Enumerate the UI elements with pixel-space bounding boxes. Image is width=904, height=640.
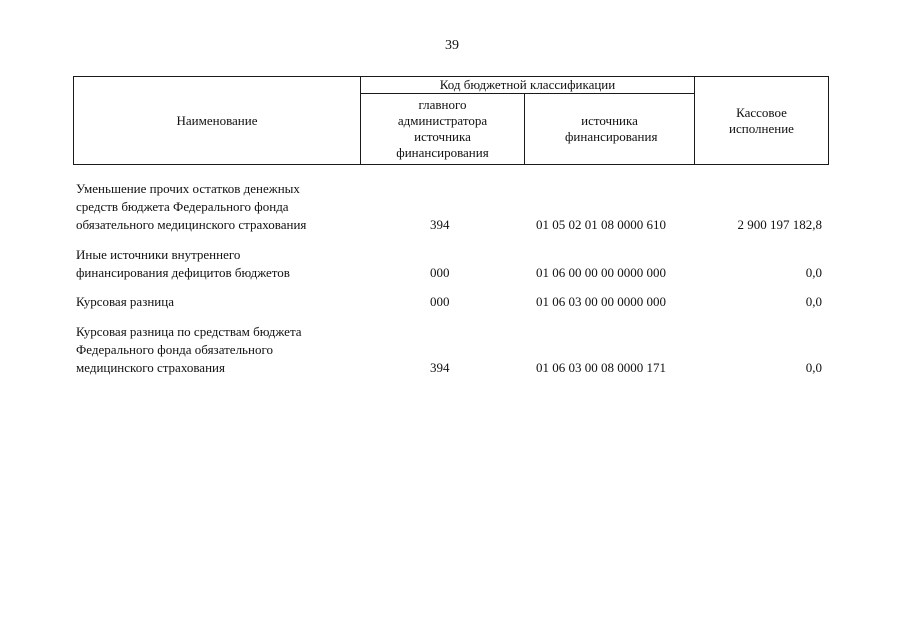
- header-amount: Кассовое исполнение: [695, 77, 829, 165]
- header-name: Наименование: [74, 77, 361, 165]
- row-name: Иные источники внутреннего финансирования дефицитов бюджетов: [76, 247, 290, 280]
- row-amount: 0,0: [805, 294, 822, 309]
- row-name: Курсовая разница: [76, 294, 174, 309]
- row-admin-code: 394: [430, 360, 450, 375]
- header-code-group: Код бюджетной классификации: [361, 77, 695, 94]
- table-row: [76, 294, 828, 311]
- table-row: [76, 324, 828, 377]
- row-source-code: 01 06 03 00 08 0000 171: [536, 360, 666, 375]
- page-number: 39: [445, 38, 459, 53]
- header-source: источника финансирования: [525, 94, 695, 165]
- table-header: [73, 76, 829, 165]
- row-amount: 2 900 197 182,8: [737, 217, 822, 232]
- row-amount: 0,0: [805, 360, 822, 375]
- row-admin-code: 000: [430, 294, 450, 309]
- table-row: [76, 181, 828, 234]
- row-name: Уменьшение прочих остатков денежных средств бюджета Федерального фонда обязательного медицинского страхования: [76, 181, 307, 232]
- header-admin: главного администратора источника финансирования: [361, 94, 525, 165]
- row-admin-code: 394: [430, 217, 450, 232]
- row-admin-code: 000: [430, 265, 450, 280]
- row-name: Курсовая разница по средствам бюджета Федерального фонда обязательного медицинского страхования: [76, 324, 302, 375]
- table-row: [76, 247, 828, 282]
- row-source-code: 01 05 02 01 08 0000 610: [536, 217, 666, 232]
- row-source-code: 01 06 00 00 00 0000 000: [536, 265, 666, 280]
- row-source-code: 01 06 03 00 00 0000 000: [536, 294, 666, 309]
- row-amount: 0,0: [805, 265, 822, 280]
